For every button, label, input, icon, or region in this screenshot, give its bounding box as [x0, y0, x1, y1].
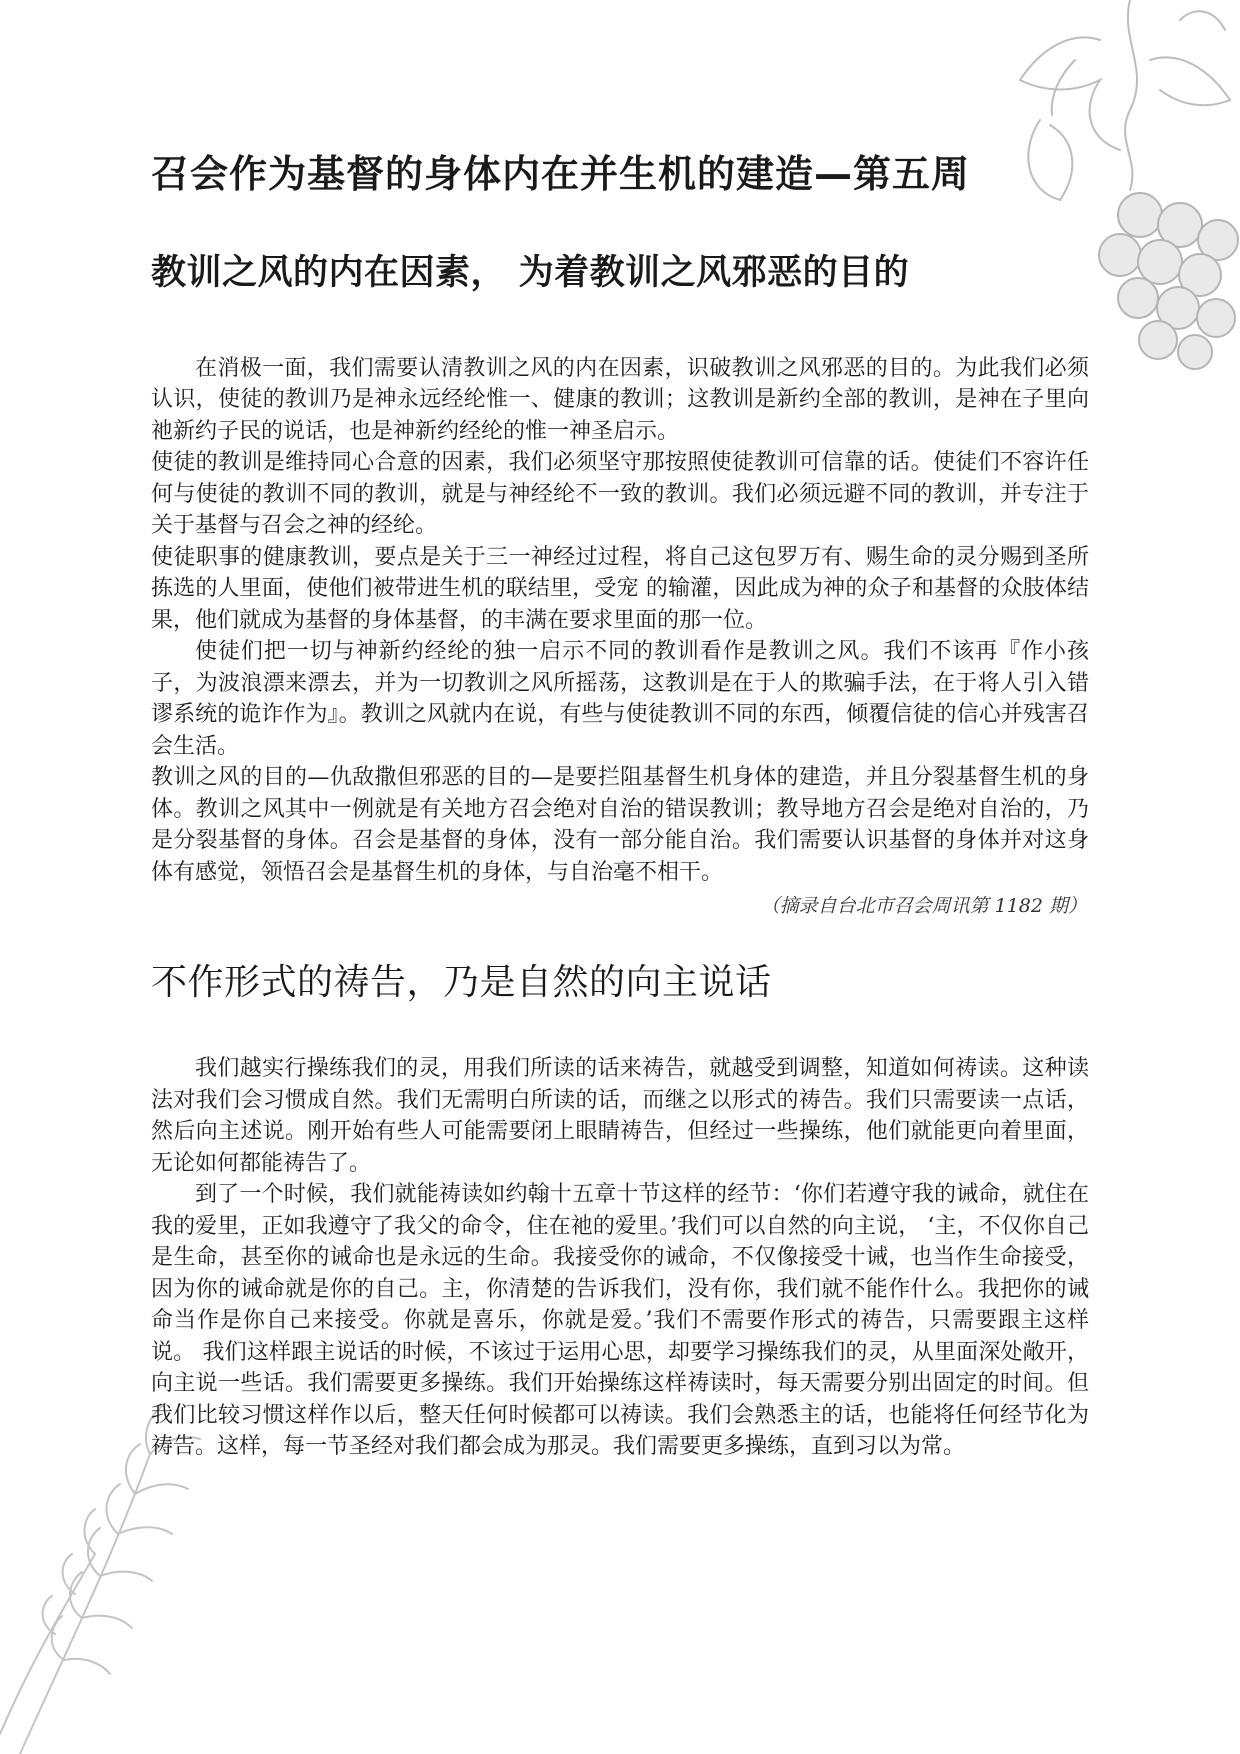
section-paragraph: 我们越实行操练我们的灵，用我们所读的话来祷告，就越受到调整，知道如何祷读。这种读法对我们会习惯成自然。我们无需明白所读的话，而继之以形式的祷告。我们只需要读一点话，然后向主述说。刚开始有些人可能需要闭上眼睛祷告，但经过一些操练，他们就能更向着里面，无论如何都能祷告了。 [151, 1056, 1089, 1176]
article-title: 教训之风的内在因素， 为着教训之风邪恶的目的 [151, 253, 910, 294]
section-body [151, 1053, 1089, 1463]
article-body [151, 353, 1089, 921]
article-paragraph: 教训之风的目的—仇敌撒但邪恶的目的—是要拦阻基督生机身体的建造，并且分裂基督生机的身体。教训之风其中一例就是有关地方召会绝对自治的错误教训；教导地方召会是绝对自治的，乃是分裂基督的身体。召会是基督的身体，没有一部分能自治。我们需要认识基督的身体并对这身体有感觉，领悟召会是基督生机的身体，与自治毫不相干。 [151, 765, 1089, 885]
section-title: 不作形式的祷告，乃是自然的向主说话 [151, 962, 772, 1004]
article-paragraph: 使徒的教训是维持同心合意的因素，我们必须坚守那按照使徒教训可信靠的话。使徒们不容许任何与使徒的教训不同的教训，就是与神经纶不一致的教训。我们必须远避不同的教训，并专注于关于基督与召会之神的经纶。 [151, 450, 1089, 539]
article-source: （摘录自台北市召会周讯第 1182 期） [760, 895, 1087, 918]
article-paragraph: 在消极一面，我们需要认清教训之风的内在因素，识破教训之风邪恶的目的。为此我们必须认识，使徒的教训乃是神永远经纶惟一、健康的教训；这教训是新约全部的教训，是神在子里向祂新约子民的说话，也是神新约经纶的惟一神圣启示。 [151, 355, 1089, 444]
page-title: 召会作为基督的身体内在并生机的建造—第五周 [151, 152, 971, 196]
article-paragraph: 使徒们把一切与神新约经纶的独一启示不同的教训看作是教训之风。我们不该再『作小孩子，为波浪漂来漂去，并为一切教训之风所摇荡，这教训是在于人的欺骗手法，在于将人引入错谬系统的诡诈作为』。教训之风就内在说，有些与使徒教训不同的东西，倾覆信徒的信心并残害召会生活。 [151, 639, 1089, 759]
article-paragraph: 使徒职事的健康教训，要点是关于三一神经过过程，将自己这包罗万有、赐生命的灵分赐到圣所拣选的人里面，使他们被带进生机的联结里，受宠 的输灌，因此成为神的众子和基督的众肢体结果，他们就成为基督的身体基督，的丰满在要求里面的那一位。 [151, 544, 1089, 633]
section-paragraph: 到了一个时候，我们就能祷读如约翰十五章十节这样的经节：‘你们若遵守我的诫命，就住在我的爱里，正如我遵守了我父的命令，住在祂的爱里。’我们可以自然的向主说， ‘主，不仅你自己是生命，甚至你的诫命也是永远的生命。我接受你的诫命，不仅像接受十诫，也当作生命接受，因为你的诫命就是你的自己。主，你清楚的告诉我们，没有你，我们就不能作什么。我把你的诫命当作是你自己来接受。你就是喜乐，你就是爱。’我们不需要作形式的祷告，只需要跟主这样说。 我们这样跟主说话的时候，不该过于运用心思，却要学习操练我们的灵，从里面深处敞开，向主说一些话。我们需要更多操练。我们开始操练这样祷读时，每天需要分别出固定的时间。但我们比较习惯这样作以后，整天任何时候都可以祷读。我们会熟悉主的话，也能将任何经节化为祷告。这样，每一节圣经对我们都会成为那灵。我们需要更多操练，直到习以为常。 [151, 1182, 1089, 1460]
page-content [151, 150, 1089, 1463]
